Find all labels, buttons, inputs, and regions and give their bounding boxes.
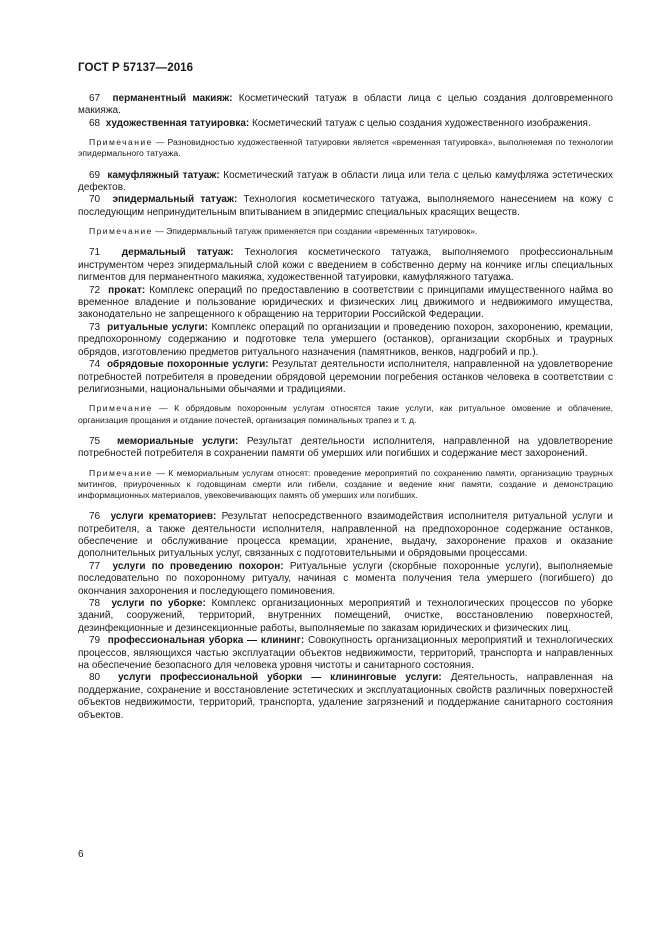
term-entry-72 [78,285,613,322]
term-number: 69 [89,169,101,181]
term-number: 79 [89,635,101,647]
term-number: 77 [89,560,101,572]
term-definition: Результат непосредственного взаимодействия исполнителя ритуальной услуги и потребителя, а также деятельности исполнителя, направленной на предпохоронное содержание останков, обеспечение и обслуживание процесса кремации, хранение, выдачу, захоронение прахов и оказание дополнительных ритуальных услуг, связанных с подготовительными и обрядовыми процессами. [78,511,613,560]
term-title: ритуальные услуги: [107,321,208,333]
term-entry-70 [78,194,613,219]
term-title: прокат: [108,284,146,296]
term-title: услуги по проведению похорон: [112,560,284,572]
note-70 [78,226,613,237]
term-title: художественная татуировка: [105,117,250,129]
term-number: 80 [89,672,101,684]
note-68 [78,137,613,159]
term-number: 73 [89,321,101,333]
term-entry-79 [78,635,613,672]
term-entry-76 [78,511,613,561]
term-title: услуги по уборке: [111,598,206,609]
note-text: — Разновидностью художественной татуировки является «временная татуировка», выполняемая по технологии эпидермального татуажа. [78,137,614,159]
term-definition: Совокупность организационных мероприятий и технологических процессов, являющихся частью эксплуатации объектов недвижимости, территорий, транспорта и направленных на обеспечение безопасного для человека уровня чистоты и санитарного состояния. [78,635,613,672]
note-label: Примечание [89,403,153,414]
term-number: 70 [89,194,101,206]
term-entry-78 [78,598,613,635]
term-number: 71 [89,247,101,259]
term-title: дермальный татуаж: [121,247,234,259]
term-number: 78 [89,598,101,609]
note-text: — К обрядовым похоронным услугам относятся такие услуги, как ритуальное омовение и облачение, организация прощания и отдание почестей, организация поминальных трапез и т. д. [78,403,613,425]
term-title: услуги крематориев: [110,511,217,523]
note-74 [78,403,613,425]
term-definition: Косметический татуаж с целью создания художественного изображения. [252,117,591,129]
term-title: мемориальные услуги: [116,435,239,447]
note-label: Примечание [89,226,153,237]
term-title: услуги профессиональной уборки — клининговые услуги: [118,672,442,684]
term-entry-68 [78,118,613,130]
term-title: эпидермальный татуаж: [112,194,238,206]
note-label: Примечание [89,137,153,148]
term-entry-77 [78,561,613,598]
note-text: — К мемориальным услугам относят: проведение мероприятий по сохранению памяти, организацию траурных митингов, приуроченных к годовщинам смерти или гибели, создание и ведение книг памяти, создание и демонстрацию информационных материалов, увековечивающих память об умерших или погибших. [78,467,613,500]
term-entry-71 [78,247,613,284]
term-definition: Ритуальные услуги (скорбные похоронные услуги), выполняемые последовательно по похоронному ритуалу, начиная с момента получения тела умершего (погибшего) до окончания захоронения и последующего поминовения. [78,560,613,597]
term-definition: Технология косметического татуажа, выполняемого нанесением на кожу с последующим непринудительным впитыванием в эпидермис специальных красящих веществ. [78,194,613,218]
term-definition: Комплекс организационных мероприятий и технологических процессов по уборке зданий, сооружений, территорий, внутренних помещений, очистке, восстановлению поверхностей, дезинфекционные и дезинсекционные работы, выполняемые по заказам юридических и физических лиц. [78,598,613,634]
term-definition: Технология косметического татуажа, выполняемого профессиональным инструментом через эпидермальный слой кожи с введением в собственно дерму на кончике иглы специальных пигментов для перманентного макияжа, художественной татуировки, камуфляжного татуажа. [78,247,613,284]
term-definition: Комплекс операций по организации и проведению похорон, захоронению, кремации, предпохоронному содержанию и подготовке тела умершего (останков), организации скорбных и траурных обрядов, изготовлению предметов ритуального назначения (памятников, венков, надгробий и пр.). [78,321,613,358]
term-title: обрядовые похоронные услуги: [106,359,269,371]
term-definition: Комплекс операций по предоставлению в соответствии с принципами имущественного найма во временное владение и пользование юридических и физических лиц движимого и недвижимого имущества, законодательно не запрещенного к обращению на территории Российской Федерации. [78,284,614,321]
note-75 [78,468,613,502]
term-title: перманентный макияж: [112,93,233,104]
page-number: 6 [78,849,84,860]
term-number: 74 [89,359,101,371]
term-entry-69 [78,170,613,195]
note-label: Примечание [89,467,153,478]
term-entry-73 [78,322,613,359]
term-title: камуфляжный татуаж: [107,169,220,181]
term-entry-75 [78,436,613,461]
term-number: 75 [89,435,101,447]
term-number: 72 [89,284,101,296]
term-title: профессиональная уборка — клининг: [107,635,305,647]
document-header: ГОСТ Р 57137—2016 [78,62,194,74]
term-definition: Косметический татуаж в области лица или тела с целью камуфляжа эстетических дефектов. [78,169,613,194]
note-text: — Эпидермальный татуаж применяется при создании «временных татуировок». [155,226,478,237]
term-definition: Результат деятельности исполнителя, направленной на удовлетворение потребностей потребителя в сохранении памяти об умерших или погибших и содержание мест захоронений. [78,435,613,460]
term-number: 76 [89,511,101,523]
term-number: 68 [89,117,101,129]
term-entry-74 [78,359,613,396]
term-definition: Результат деятельности исполнителя, направленной на удовлетворение потребностей потребителя в проведении обрядовой церемонии погребения останков человека в соответствии с религиозными, национальными обычаями и традициями. [78,359,613,395]
term-number: 67 [89,93,101,104]
term-entry-67 [78,93,613,118]
terms-list [78,93,613,722]
term-entry-80 [78,672,613,722]
term-definition: Косметический татуаж в области лица с целью создания долговременного макияжа. [78,93,613,117]
term-definition: Деятельность, направленная на поддержание, сохранение и восстановление эстетических и эксплуатационных свойств различных поверхностей объектов недвижимости, территорий, транспорта, удаление загрязнений и поддержание санитарного состояния объектов. [78,672,613,721]
